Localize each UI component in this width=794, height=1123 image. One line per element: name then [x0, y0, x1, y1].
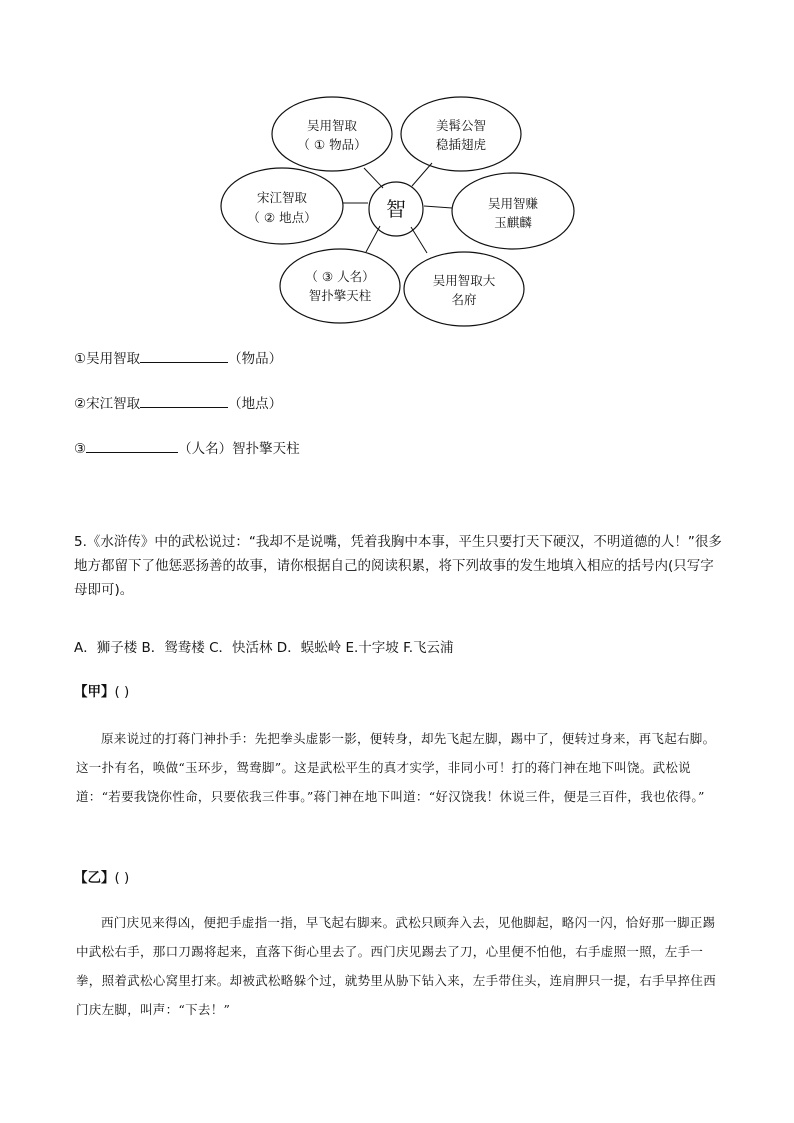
- connector-line: [366, 226, 380, 252]
- oval-song-jiang-place: [221, 168, 343, 244]
- answer-parentheses[interactable]: ( ): [114, 870, 130, 886]
- section-label-text: 【甲】: [74, 684, 115, 700]
- oval-text: 吴用智赚: [487, 196, 539, 211]
- connector-line: [411, 227, 427, 253]
- oval-text: 吴用智取: [306, 118, 358, 133]
- oval-wu-yong-item: [272, 97, 392, 171]
- oval-text: （ ① 物品）: [297, 137, 367, 152]
- oval-wu-yong-yu-qilin: [452, 173, 574, 249]
- blank-prefix: ③: [74, 441, 87, 457]
- oval-text: 玉麒麟: [494, 215, 532, 230]
- oval-mei-ran-gong: [401, 97, 521, 171]
- oval-text: （ ② 地点）: [247, 210, 317, 225]
- oval-person-name: [280, 249, 400, 323]
- section-yi-passage: 西门庆见来得凶，便把手虚指一指，早飞起右脚来。武松只顾奔入去，见他脚起，略闪一闪，恰好那一脚正踢中武松右手，那口刀踢将起来，直落下街心里去了。西门庆见踢去了刀，心里便不怕他，右手虚照一照，左手一拳，照着武松心窝里打来。却被武松略躲个过，就势里从胁下钻入来，左手带住头，连肩胛只一提，右手早捽住西门庆左脚，叫声：“下去！”: [76, 915, 717, 1017]
- blank-item-2: [74, 393, 282, 414]
- center-label: 智: [386, 197, 406, 221]
- section-yi-label: [74, 868, 129, 888]
- oval-text: 吴用智取大: [432, 273, 496, 288]
- wisdom-diagram: [0, 0, 794, 340]
- blank-prefix: ②宋江智取: [74, 396, 141, 412]
- question-5-text: 5.《水浒传》中的武松说过：“我却不是说嘴，凭着我胸中本事，平生只要打天下硬汉，不明道德的人！”很多地方都留下了他惩恶扬善的故事，请你根据自己的阅读积累，将下列故事的发生地填入相应的括号内(只写字母即可)。: [74, 534, 722, 598]
- oval-da-ming-fu: [404, 252, 524, 326]
- oval-text: 名府: [451, 292, 477, 307]
- blank-prefix: ①吴用智取: [74, 351, 141, 367]
- oval-text: 美髯公智: [435, 118, 487, 133]
- oval-text: 宋江智取: [256, 190, 308, 205]
- blank-item-1: [74, 348, 282, 369]
- connector-line: [364, 168, 383, 188]
- blank-suffix: （人名）智扑擎天柱: [178, 441, 300, 457]
- question-5-options: A．狮子楼 B．鸳鸯楼 C．快活林 D．蜈蚣岭 E.十字坡 F.飞云浦: [74, 640, 454, 656]
- connector-line: [412, 163, 432, 186]
- connector-line: [424, 206, 452, 208]
- section-jia-label: [74, 682, 129, 702]
- oval-text: 智扑擎天柱: [308, 288, 372, 303]
- answer-blank[interactable]: [140, 393, 228, 408]
- answer-blank[interactable]: [140, 348, 228, 363]
- blank-suffix: （物品）: [228, 351, 283, 367]
- oval-text: 稳插翅虎: [435, 137, 487, 152]
- blank-suffix: （地点）: [228, 396, 283, 412]
- answer-blank[interactable]: [86, 438, 178, 453]
- oval-text: （ ③ 人名）: [305, 269, 375, 284]
- blank-item-3: [74, 438, 300, 459]
- section-jia-passage: 原来说过的打蒋门神扑手：先把拳头虚影一影，便转身，却先飞起左脚，踢中了，便转过身来，再飞起右脚。这一扑有名，唤做“玉环步，鸳鸯脚”。这是武松平生的真才实学，非同小可！打的蒋门神在地下叫饶。武松说道：“若要我饶你性命，只要依我三件事。”蒋门神在地下叫道：“好汉饶我！休说三件，便是三百件，我也依得。”: [76, 731, 716, 804]
- section-label-text: 【乙】: [74, 870, 115, 886]
- answer-parentheses[interactable]: ( ): [114, 684, 130, 700]
